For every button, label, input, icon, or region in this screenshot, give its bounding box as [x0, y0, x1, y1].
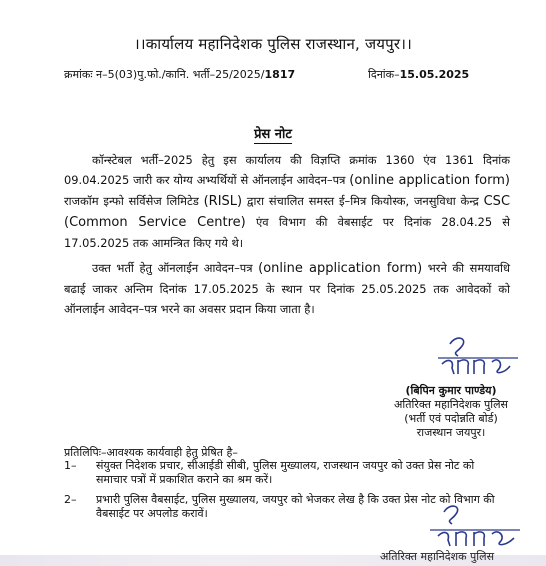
- copy-item-2-text: प्रभारी पुलिस वैबसाईट, पुलिस मुख्यालय, जयपुर को भेजकर लेख है कि उक्त प्रेस नोट को विभाग की वैबसाईट पर अपलोड करावें।: [96, 493, 495, 520]
- signatory-designation: अतिरिक्त महानिदेशक पुलिस: [393, 398, 508, 411]
- footer-partial-designation: अतिरिक्त महानिदेशक पुलिस: [380, 550, 495, 563]
- handwritten-signature: [428, 330, 528, 380]
- reference-prefix: क्रमांकः न–5(03)पु.फो./कानि. भर्ती–25/2025/: [64, 68, 265, 81]
- p2-text-c: भरने की समयावधि बढाई जाकर अन्तिम दिनांक 17.05.2025 के स्थान पर दिनांक 25.05.2025 तक आवेदकों को ऑनलाईन आवेदन–पत्र भरने का अवसर प्रदान किया जाता है।: [64, 261, 511, 316]
- copy-item-1-text: संयुक्त निदेशक प्रचार, सीआईडी सीबी, पुलिस मुख्यालय, राजस्थान जयपुर को उक्त प्रेस नोट को समाचार पत्रों में प्रकाशित कराने का श्रम करें।: [96, 459, 475, 486]
- p1-text-b: (online application form): [349, 173, 510, 188]
- handwritten-signature-2: [420, 500, 530, 550]
- reference-line: [64, 67, 295, 82]
- date-value: 15.05.2025: [399, 68, 470, 81]
- subject-heading: [0, 124, 546, 142]
- p1-text-d: (RISL): [203, 194, 243, 209]
- date-label: दिनांक–: [368, 68, 400, 81]
- p2-text-b: (online application form): [258, 261, 423, 276]
- copy-item-2-number: 2–: [64, 493, 77, 506]
- paragraph-2: [64, 258, 510, 319]
- subject-text: प्रेस नोट: [254, 127, 292, 142]
- p2-text-a: उक्त भर्ती हेतु ऑनलाईन आवेदन–पत्र: [92, 261, 259, 275]
- date-line: [368, 67, 469, 82]
- copy-to-heading: प्रतिलिपिः–आवश्यक कार्यवाही हेतु प्रेषित है–: [64, 446, 238, 459]
- p1-text-c: राजकॉम इन्फो सर्विसेज लिमिटेड: [64, 194, 204, 208]
- p1-text-f: CSC (Common Service Centre): [64, 194, 511, 230]
- signatory-board: (भर्ती एवं पदोन्नति बोर्ड): [404, 412, 498, 425]
- office-title: ।।कार्यालय महानिदेशक पुलिस राजस्थान, जयपुर।।: [133, 35, 413, 53]
- copy-item-1-number: 1–: [64, 459, 77, 472]
- p1-text-e: द्वारा संचालित समस्त ई–मित्र कियोस्क, जनसुविधा केन्द्र: [242, 194, 484, 208]
- reference-number: 1817: [264, 68, 296, 81]
- p1-text-a: कॉन्स्टेबल भर्ती–2025 हेतु इस कार्यालय की विज्ञप्ति क्रमांक 1360 एंव 1361 दिनांक 09.04.2025 जारी कर योग्य अभ्यर्थियों से ऑनलाईन आवेदन–पत्र: [64, 153, 510, 187]
- p1-text-g: एंव विभाग की वेबसाईट पर दिनांक 28.04.25 से 17.05.2025 तक आमन्त्रित किए गये थे।: [64, 215, 510, 250]
- paragraph-1: [64, 150, 510, 253]
- signatory-name: (बिपिन कुमार पाण्डेय): [405, 384, 497, 397]
- signatory-location: राजस्थान जयपुर।: [416, 426, 486, 439]
